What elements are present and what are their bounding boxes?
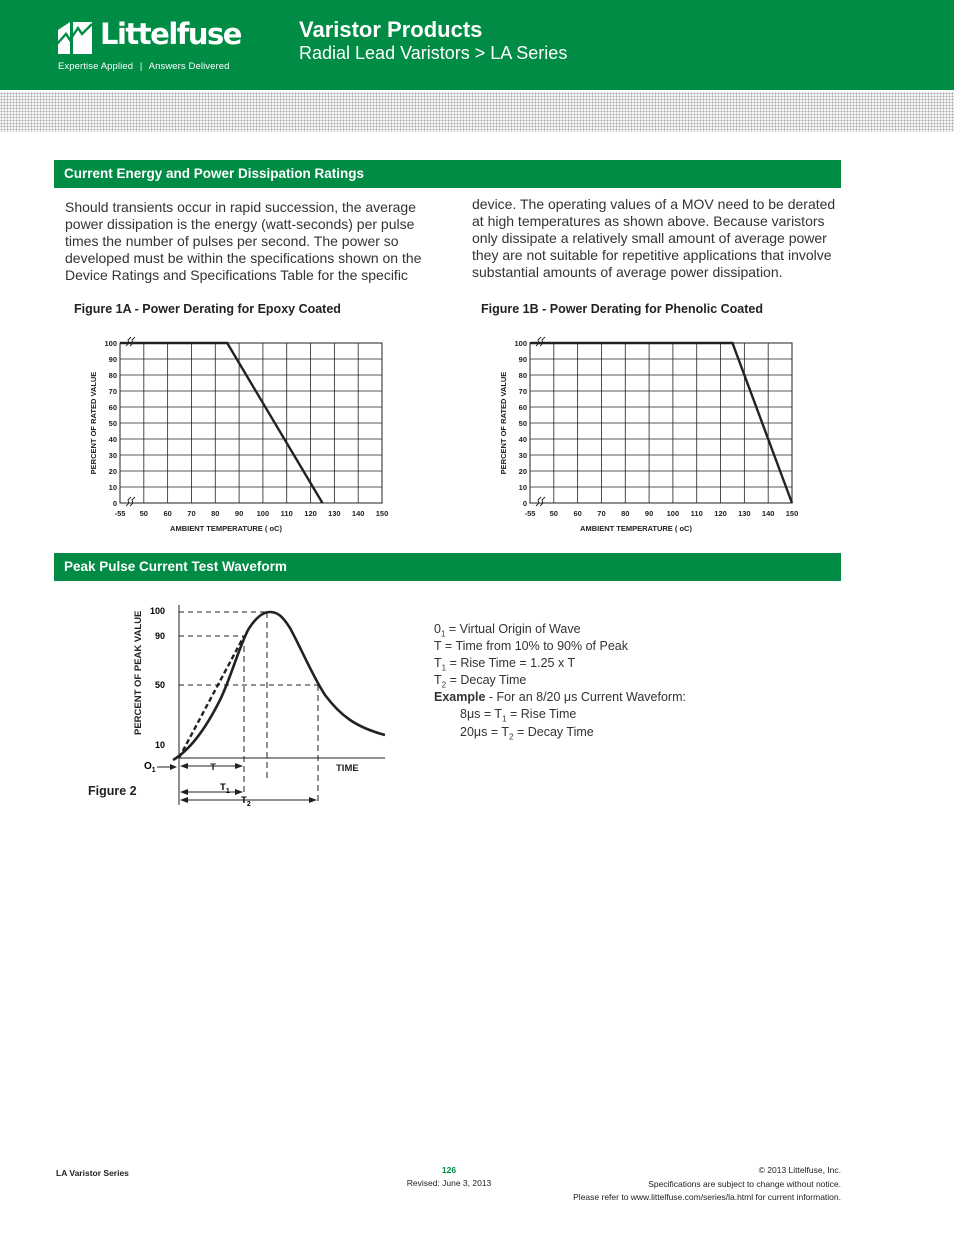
break-stroke: [536, 497, 541, 506]
x-tick-label: 150: [375, 509, 389, 518]
t2-dimension-label: $T_2$: [241, 795, 251, 808]
break-stroke: [540, 337, 545, 346]
y-tick-label: 80: [108, 371, 117, 380]
x-tick-label: -55: [524, 509, 536, 518]
legend-origin: $0_1$ = Virtual Origin of Wave: [434, 622, 581, 639]
y-tick-label: 30: [108, 451, 117, 460]
y-tick-label: 30: [518, 451, 527, 460]
y-tick-label: 80: [518, 371, 527, 380]
time-axis-label: TIME: [336, 763, 359, 774]
figure-2-label: Figure 2: [88, 784, 137, 798]
paragraph-left: Should transients occur in rapid succession, the average power dissipation is the energy (watt-seconds) per pulse times the number of pulses per second. The power so developed must be within the specifications shown on the Device Ratings and Specifications Table for the specific: [65, 199, 422, 283]
page-subtitle: Radial Lead Varistors > LA Series: [299, 43, 568, 63]
waveform-y-tick: 100: [149, 606, 165, 616]
x-tick-label: 120: [304, 509, 317, 518]
legend-t1: $T_1$ = Rise Time = 1.25 x T: [434, 656, 576, 673]
y-tick-label: 90: [518, 355, 527, 364]
waveform-linear-rise: [179, 636, 244, 758]
y-tick-label: 0: [522, 499, 527, 508]
section-heading-waveform: Peak Pulse Current Test Waveform: [54, 553, 841, 581]
t2-arrowhead-left: [180, 797, 188, 803]
t1-arrowhead-left: [180, 789, 188, 795]
figure-1b-title: Figure 1B - Power Derating for Phenolic Coated: [481, 302, 763, 316]
x-tick-label: 140: [351, 509, 365, 518]
y-tick-label: 40: [108, 435, 117, 444]
waveform-y-tick: 10: [154, 740, 165, 750]
break-stroke: [126, 337, 131, 346]
y-tick-label: 40: [518, 435, 527, 444]
y-tick-label: 70: [108, 387, 117, 396]
break-stroke: [540, 497, 545, 506]
littelfuse-logo-icon: [56, 20, 94, 56]
x-tick-label: 110: [280, 509, 293, 518]
y-tick-label: 60: [108, 403, 117, 412]
x-tick-label: 60: [163, 509, 172, 518]
footer-notice: Specifications are subject to change without notice.: [648, 1179, 841, 1189]
dot-pattern-divider: [0, 92, 954, 132]
x-tick-label: 50: [139, 509, 148, 518]
waveform-y-tick: 90: [154, 631, 165, 641]
legend-example: Example - For an 8/20 μs Current Waveform:: [434, 690, 686, 704]
y-tick-label: 100: [104, 339, 117, 348]
x-tick-label: 50: [549, 509, 558, 518]
origin-label: $O_1$: [144, 761, 156, 774]
brand-wordmark: Littelfuse: [100, 17, 241, 51]
axis-break-icon: [536, 337, 545, 346]
x-tick-label: 100: [256, 509, 270, 518]
break-stroke: [130, 497, 135, 506]
brand-tagline: Expertise Applied | Answers Delivered: [58, 61, 230, 72]
y-tick-label: 90: [108, 355, 117, 364]
x-axis-label: AMBIENT TEMPERATURE ( oC): [170, 524, 282, 533]
y-tick-label: 50: [518, 419, 527, 428]
footer-refer: Please refer to www.littelfuse.com/series/la.html for current information.: [573, 1192, 841, 1202]
x-tick-label: 60: [573, 509, 582, 518]
x-tick-label: 130: [328, 509, 341, 518]
t-arrowhead-left: [180, 763, 188, 769]
t1-dimension-label: $T_1$: [220, 782, 230, 795]
t-arrowhead-right: [235, 763, 243, 769]
page-header: [0, 0, 954, 90]
y-axis-label: PERCENT OF RATED VALUE: [499, 371, 508, 475]
legend-example-decay: $20\mu s = T_2$ = Decay Time: [460, 725, 594, 742]
origin-arrowhead: [170, 764, 177, 770]
footer-revised: Revised: June 3, 2013: [406, 1178, 492, 1188]
section-heading-ratings: Current Energy and Power Dissipation Ratings: [54, 160, 841, 188]
x-tick-label: 90: [234, 509, 244, 518]
x-tick-label: 70: [187, 509, 196, 518]
axis-break-icon: [126, 497, 135, 506]
waveform-y-tick: 50: [154, 680, 165, 690]
figure-2-waveform: [80, 595, 400, 815]
x-tick-label: 120: [714, 509, 727, 518]
page-title: Varistor Products: [299, 17, 483, 42]
x-tick-label: 70: [597, 509, 606, 518]
footer-page-number: 126: [441, 1165, 457, 1175]
t2-arrowhead-right: [309, 797, 317, 803]
figure-1a-title: Figure 1A - Power Derating for Epoxy Coated: [74, 302, 341, 316]
x-tick-label: 110: [690, 509, 703, 518]
legend-t: T = Time from 10% to 90% of Peak: [434, 639, 628, 653]
break-stroke: [130, 337, 135, 346]
y-tick-label: 60: [518, 403, 527, 412]
y-tick-label: 10: [108, 483, 117, 492]
x-tick-label: 150: [785, 509, 799, 518]
footer-copyright: © 2013 Littelfuse, Inc.: [758, 1165, 841, 1175]
waveform-y-label: PERCENT OF PEAK VALUE: [133, 610, 144, 735]
x-tick-label: 80: [211, 509, 220, 518]
y-tick-label: 50: [108, 419, 117, 428]
footer-series: LA Varistor Series: [56, 1168, 129, 1178]
y-tick-label: 100: [514, 339, 527, 348]
y-tick-label: 70: [518, 387, 527, 396]
y-tick-label: 0: [112, 499, 117, 508]
legend-t2: $T_2$ = Decay Time: [434, 673, 527, 690]
x-tick-label: 90: [644, 509, 654, 518]
y-axis-label: PERCENT OF RATED VALUE: [89, 371, 98, 475]
axis-break-icon: [126, 337, 135, 346]
legend-example-rise: $8\mu s = T_1$ = Rise Time: [460, 707, 577, 724]
x-tick-label: 100: [666, 509, 680, 518]
t-dimension-label: T: [210, 762, 216, 773]
y-tick-label: 20: [108, 467, 117, 476]
paragraph-right: device. The operating values of a MOV need to be derated at high temperatures as shown above. Because varistors only dissipate a relatively small amount of average power they are not suitable for repetitive applications that involve substantial amounts of average power dissipation.: [472, 196, 836, 280]
x-tick-label: 140: [761, 509, 775, 518]
x-tick-label: -55: [114, 509, 126, 518]
figure-1a-chart: [80, 318, 400, 533]
x-axis-label: AMBIENT TEMPERATURE ( oC): [580, 524, 692, 533]
y-tick-label: 20: [518, 467, 527, 476]
x-tick-label: 130: [738, 509, 751, 518]
figure-1b-chart: [490, 318, 810, 533]
y-tick-label: 10: [518, 483, 527, 492]
waveform-curve: [173, 612, 385, 760]
x-tick-label: 80: [621, 509, 630, 518]
break-stroke: [126, 497, 131, 506]
axis-break-icon: [536, 497, 545, 506]
break-stroke: [536, 337, 541, 346]
